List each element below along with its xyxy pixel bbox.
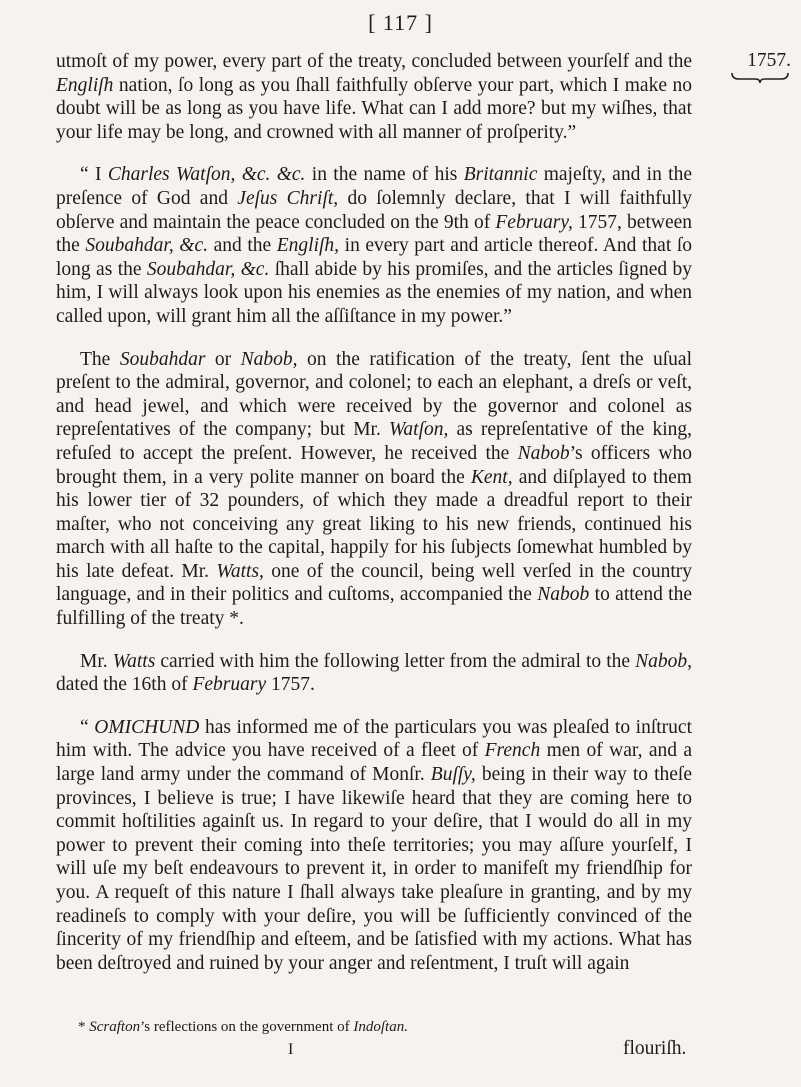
italic-run: February,: [495, 211, 573, 233]
text-run: has informed me of the particulars you was pleaſed to inſtruct him with. The advice you have received of a fleet of: [56, 716, 692, 762]
main-text: [56, 50, 692, 994]
italic-run: Buſſy,: [430, 764, 476, 786]
text-run: one of the council, being well verſed in the country language, and in their politics and cuſtoms, accompanied the: [56, 560, 692, 606]
italic-run: Watts: [112, 650, 156, 672]
text-run: being in their way to theſe provinces, I believe is true; I have likewiſe heard that they are coming here to commit hoſtilities againſt us. In regard to your deſire, that I would do all in my power to prevent their coming into theſe territories; you may aſſure yourſelf, I will uſe my beſt endeavours to prevent it, in order to manifeſt my friendſhip for you. A requeſt of this nature I ſhall always take pleaſure in granting, and by my readineſs to comply with your deſire, you will be ſufficiently convinced of the ſincerity of my friendſhip and eſteem, and be ſatisfied with my actions. What has been deſtroyed and ruined by your anger and reſentment, I truſt will again: [56, 764, 692, 974]
paragraph-treaty-continuation: [56, 50, 692, 144]
italic-run: Britannic: [463, 164, 538, 186]
italic-run: Soubahdar, &c.: [146, 258, 270, 280]
margin-year: 1757.: [747, 50, 791, 71]
italic-run: Jeſus Chriſt,: [237, 187, 339, 209]
text-run: The: [80, 348, 120, 370]
text-run: do ſolemnly declare, that I will faithfully obſerve and maintain the peace concluded on the 9th of: [56, 187, 692, 233]
italic-run: Charles Watſon, &c. &c.: [107, 164, 306, 186]
text-run: ’s reflections on the government of: [140, 1019, 354, 1035]
italic-run: Engliſh: [56, 74, 114, 96]
text-run: as repreſentative of the king, refuſed to accept the preſent. However, he received the: [56, 419, 692, 464]
italic-run: Indoſtan.: [353, 1019, 408, 1035]
text-run: 1757, between the: [56, 211, 693, 257]
text-run: “: [80, 716, 95, 738]
margin-brace-icon: [731, 72, 789, 84]
text-run: majeſty, and in the preſence of God and: [56, 164, 692, 209]
italic-run: Nabob,: [240, 348, 298, 370]
catchword: flouriſh.: [623, 1038, 687, 1059]
italic-run: Nabob,: [635, 650, 692, 672]
text-run: “ I: [80, 164, 108, 186]
italic-run: Watſon,: [388, 419, 449, 441]
text-run: to attend the fulfilling of the treaty *.: [56, 584, 692, 630]
italic-run: Soubahdar, &c.: [85, 235, 209, 257]
text-run: in the name of his: [305, 164, 464, 186]
text-run: men of war, and a large land army under the command of Monſr.: [56, 740, 692, 786]
text-run: Mr.: [80, 650, 113, 672]
paragraph-watts-letter-intro: [56, 650, 692, 697]
signature-mark: I: [288, 1041, 294, 1058]
text-run: or: [205, 348, 241, 370]
footnote: [78, 1019, 408, 1036]
italic-run: Watts,: [216, 560, 264, 582]
text-run: ’s officers who brought them, in a very polite manner on board the: [56, 442, 692, 488]
italic-run: Nabob: [537, 584, 590, 606]
italic-run: Scrafton: [89, 1019, 141, 1035]
page-number: [ 117 ]: [368, 10, 433, 35]
italic-run: OMICHUND: [94, 716, 200, 738]
text-run: nation, ſo long as you ſhall faithfully obſerve your part, which I make no doubt will be as long as you have life. What can I add more? but my wiſhes, that your life may be long, and crowned with all manner of proſperity.”: [56, 74, 692, 143]
text-run: 1757.: [266, 674, 315, 696]
paragraph-ratification-presents: [56, 348, 692, 631]
text-run: on the ratification of the treaty, ſent the uſual preſent to the admiral, governor, and colonel; to each an elephant, a dreſs or veſt, and head jewel, and which were received by the governor and colonel as repreſentatives of the company; but Mr.: [56, 348, 692, 441]
italic-run: February: [192, 674, 267, 696]
text-run: ſhall abide by his promiſes, and the articles ſigned by him, I will always look upon his enemies as the enemies of my nation, and when called upon, will grant him all the aſſiſtance in my power.”: [56, 258, 693, 327]
italic-run: French: [484, 740, 541, 762]
italic-run: Soubahdar: [119, 348, 206, 370]
paragraph-omichund-letter: [56, 716, 692, 976]
italic-run: Nabob: [517, 442, 570, 464]
italic-run: Kent,: [470, 466, 513, 488]
text-run: and the: [208, 235, 277, 257]
italic-run: Engliſh,: [276, 235, 340, 257]
text-run: carried with him the following letter from the admiral to the: [155, 650, 636, 672]
text-run: in every part and article thereof. And that ſo long as the: [56, 235, 693, 280]
footnote-marker: *: [78, 1019, 90, 1035]
text-run: and diſplayed to them his lower tier of 32 pounders, of which they made a dreadful report to their maſter, who not conceiving any great liking to his new friends, continued his march with all haſte to the capital, happily for his ſubjects ſomewhat humbled by his late defeat. Mr.: [56, 466, 692, 582]
text-run: utmoſt of my power, every part of the treaty, concluded between yourſelf and the: [56, 51, 692, 72]
paragraph-watson-declaration: [56, 163, 692, 328]
text-run: dated the 16th of: [56, 674, 193, 696]
